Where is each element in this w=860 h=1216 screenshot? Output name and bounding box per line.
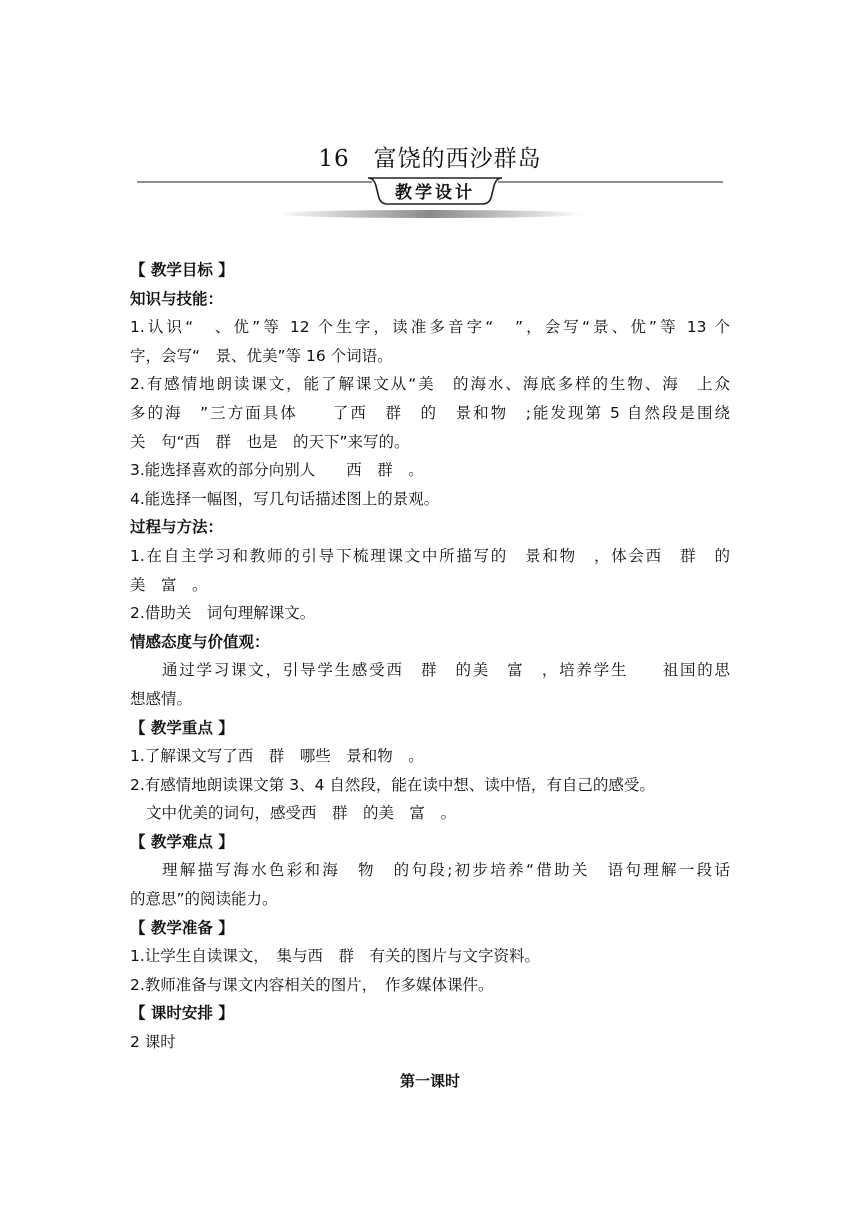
text-line: 1.认识“ 、优”等 12 个生字，读准多音字“ ”，会写“景、优”等 13 个 [130,318,730,337]
text-line: 1.在自主学习和教师的引导下梳理课文中所描写的 景和物 ，体会西 群 的 [130,546,730,565]
text-line: 美 富 。 [130,575,208,594]
text-line: 字，会写“ 景、优美”等 16 个词语。 [130,346,393,365]
text-line: 2.有感情地朗读课文，能了解课文从“美 的海水、海底多样的生物、海 上众 [130,375,730,394]
teaching-design-banner [0,172,860,222]
text-line: 2.有感情地朗读课文第 3、4 自然段，能在读中想、读中悟，有自己的感受。 [130,775,655,794]
text-line: 2 课时 [130,1033,176,1052]
text-line: 3.能选择喜欢的部分向别人 西 群 。 [130,461,424,480]
section-heading: 【 课时安排 】 [130,1004,234,1023]
text-line: 1.让学生自读课文， 集与西 群 有关的图片与文字资料。 [130,947,541,966]
text-line: 4.能选择一幅图，写几句话描述图上的景观。 [130,489,440,508]
section-heading: 知识与技能： [130,289,224,308]
banner-label: 教学设计 [395,183,475,203]
text-line: 多的海 ”三方面具体 了西 群 的 景和物 ;能发现第 5 自然段是围绕 [130,403,730,422]
document-body [130,256,730,1057]
text-line: 通过学习课文，引导学生感受西 群 的美 富 ，培养学生 祖国的思 [162,661,730,680]
section-heading: 过程与方法： [130,518,224,537]
text-line: 1.了解课文写了西 群 哪些 景和物 。 [130,747,424,766]
section-heading: 【 教学重点 】 [130,718,234,737]
text-line: 文中优美的词句，感受西 群 的美 富 。 [146,804,457,823]
text-line: 理解描写海水色彩和海 物 的句段;初步培养“借助关 语句理解一段话 [162,861,730,880]
lesson-heading: 第一课时 [399,1072,460,1090]
section-heading: 【 教学难点 】 [130,832,234,851]
text-line: 的意思”的阅读能力。 [130,890,278,909]
text-line: 2.借助关 词句理解课文。 [130,604,316,623]
text-line: 关 句“西 群 也是 的天下”来写的。 [130,432,410,451]
text-line: 2.教师准备与课文内容相关的图片， 作多媒体课件。 [130,975,494,994]
section-heading: 【 教学目标 】 [130,261,234,279]
banner-shadow [275,210,585,218]
section-heading: 【 教学准备 】 [130,918,234,937]
text-line: 想感情。 [130,689,193,708]
section-heading: 情感态度与价值观： [130,632,270,651]
lesson-title: 16 富饶的西沙群岛 [318,146,542,172]
